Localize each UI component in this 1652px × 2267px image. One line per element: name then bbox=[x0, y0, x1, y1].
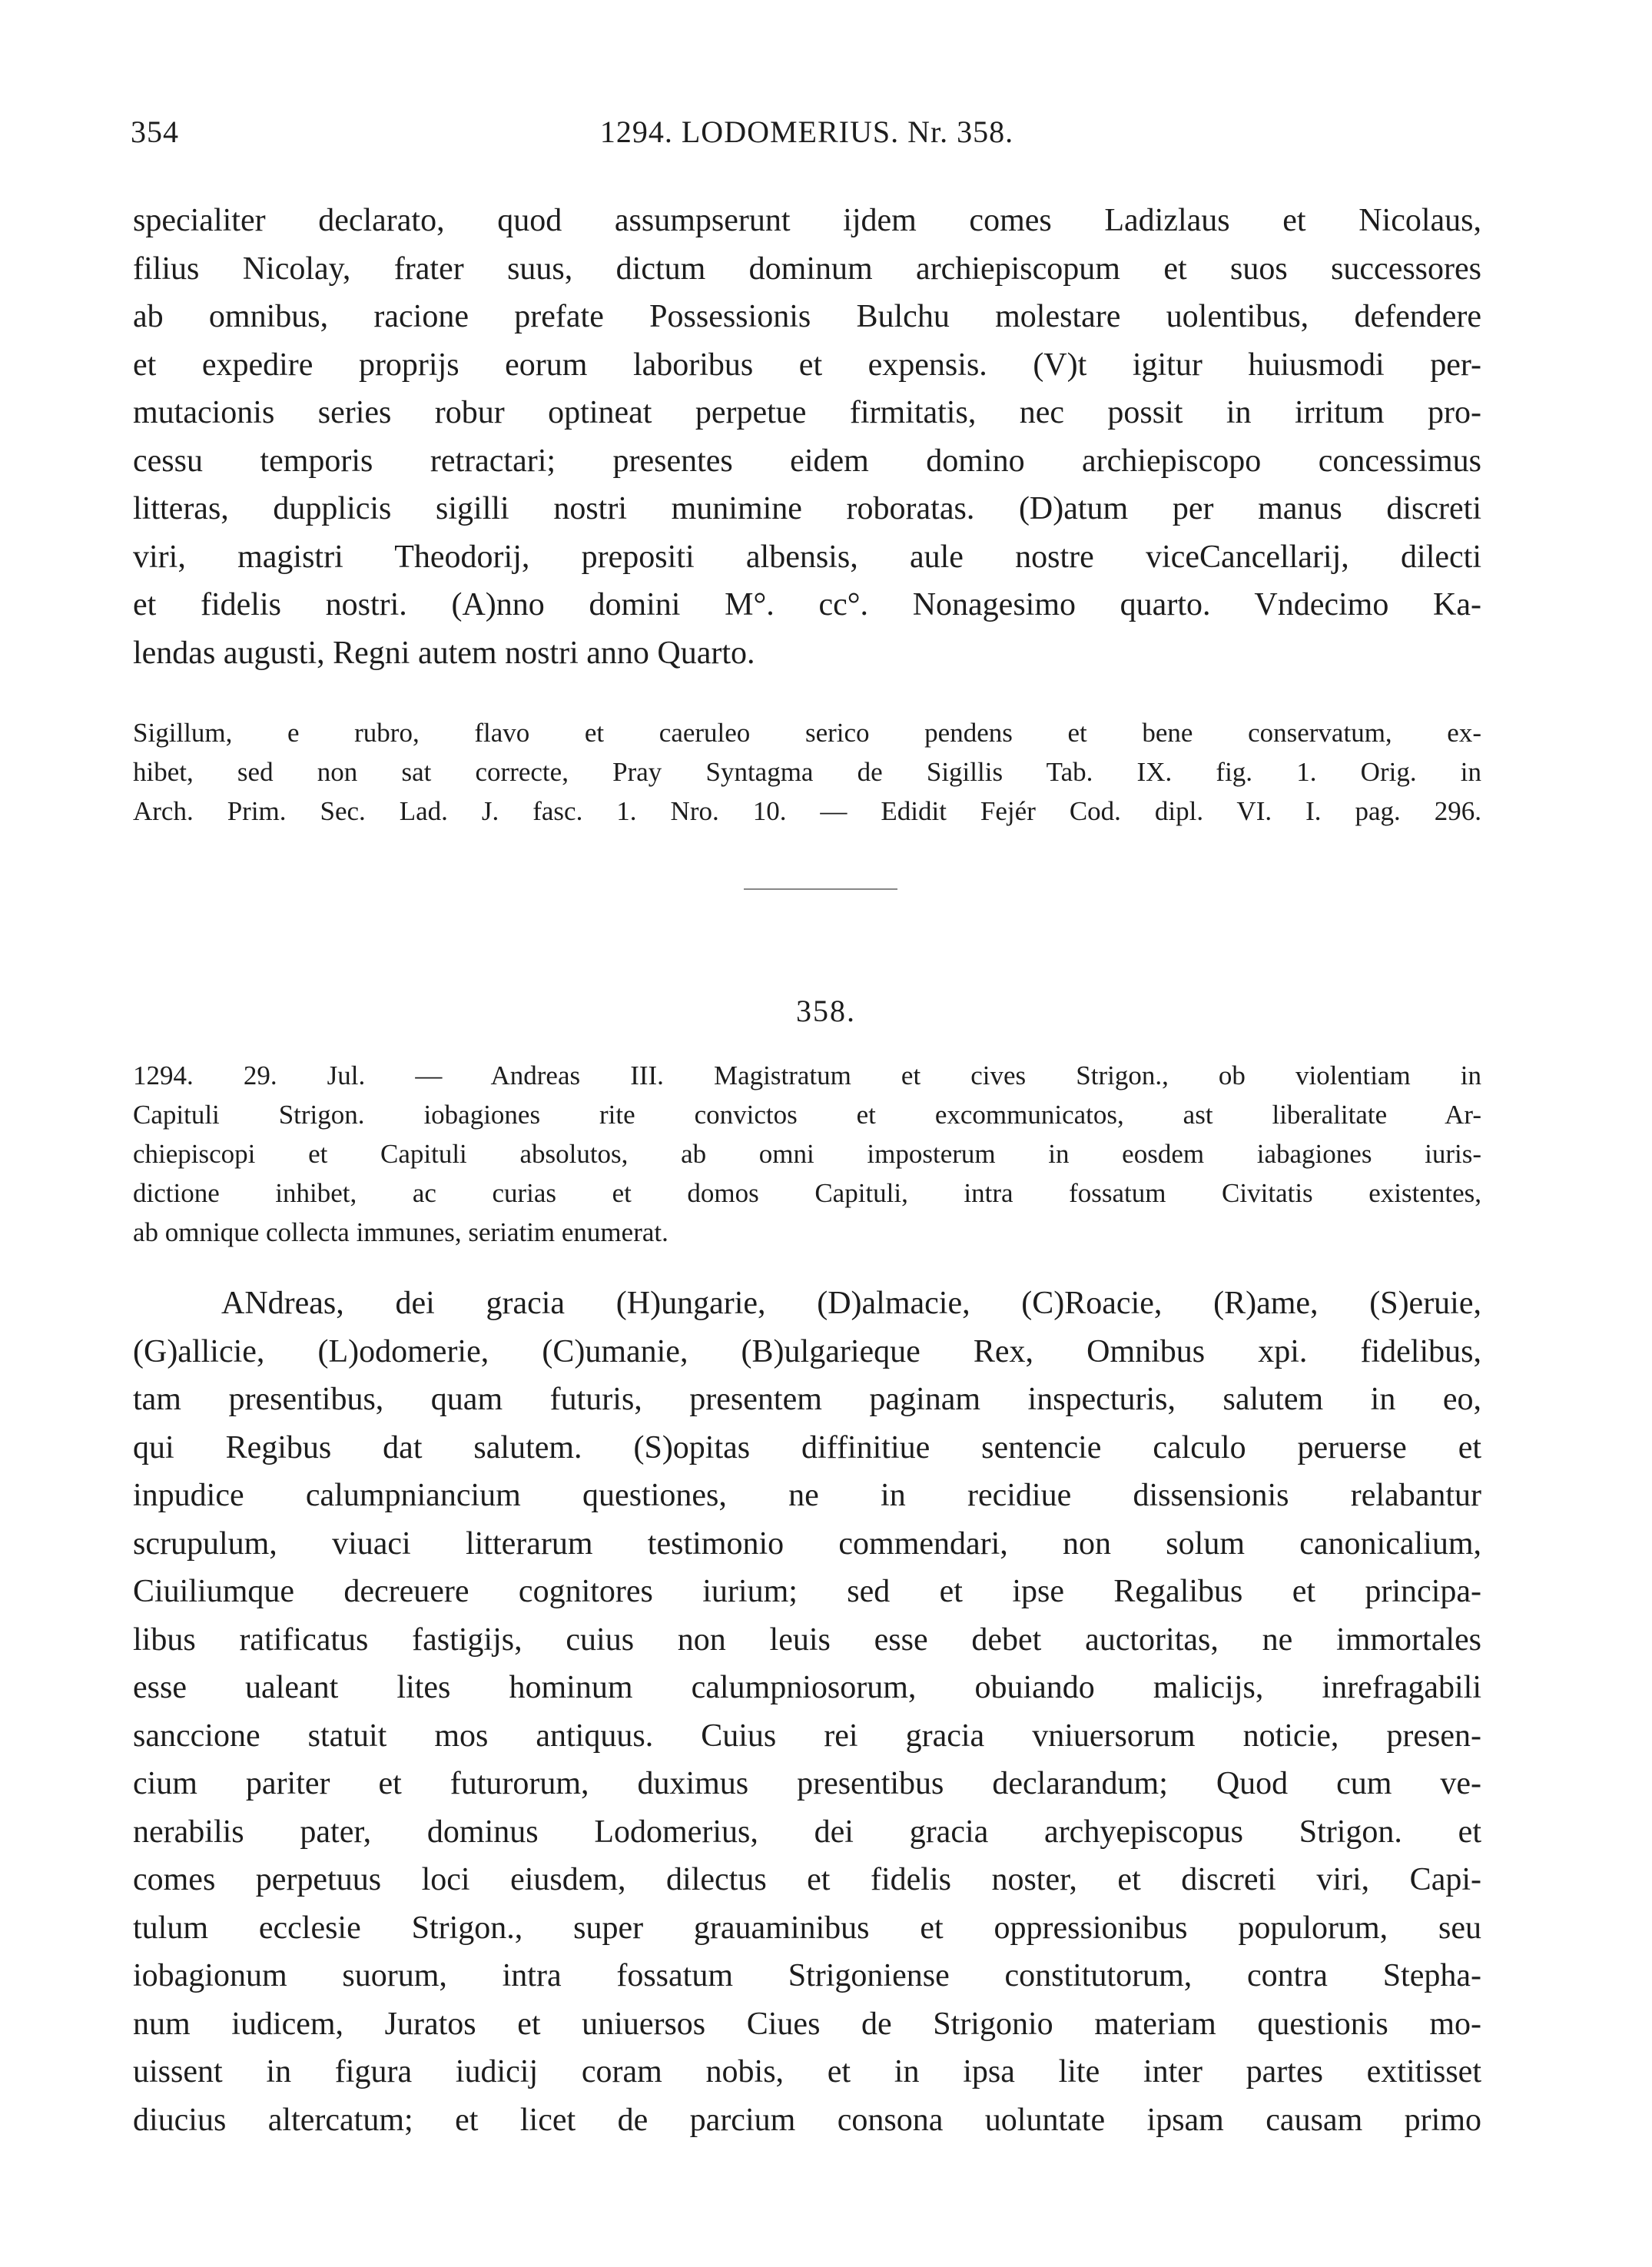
text-line: diucius altercatum; et licet de parcium consona uoluntate ipsam causam primo bbox=[133, 2102, 1481, 2138]
note-line: Arch. Prim. Sec. Lad. J. fasc. 1. Nro. 10. — Edidit Fejér Cod. dipl. VI. I. pag. 296. bbox=[133, 796, 1481, 826]
text-line: sanccione statuit mos antiquus. Cuius rei gracia vniuersorum noticie, presen- bbox=[133, 1718, 1481, 1754]
page-header bbox=[131, 114, 1483, 160]
regest-line: dictione inhibet, ac curias et domos Capituli, intra fossatum Civitatis existentes, bbox=[133, 1178, 1481, 1208]
regest-line: 1294. 29. Jul. — Andreas III. Magistratum et cives Strigon., ob violentiam in bbox=[133, 1060, 1481, 1090]
charter-text bbox=[133, 1280, 1481, 2144]
regest-line: chiepiscopi et Capituli absolutos, ab omni imposterum in eosdem iabagiones iuris- bbox=[133, 1139, 1481, 1169]
note-line: Sigillum, e rubro, flavo et caeruleo serico pendens et bene conservatum, ex- bbox=[133, 718, 1481, 748]
text-line: esse ualeant lites hominum calumpniosorum, obuiando malicijs, inrefragabili bbox=[133, 1670, 1481, 1705]
section-divider bbox=[744, 888, 897, 890]
text-line: cium pariter et futurorum, duximus presentibus declarandum; Quod cum ve- bbox=[133, 1766, 1481, 1801]
text-line: tam presentibus, quam futuris, presentem paginam inspecturis, salutem in eo, bbox=[133, 1382, 1481, 1417]
regest-line: ab omnique collecta immunes, seriatim enumerat. bbox=[133, 1217, 668, 1247]
text-line: specialiter declarato, quod assumpserunt ijdem comes Ladizlaus et Nicolaus, bbox=[133, 203, 1481, 238]
text-line: tulum ecclesie Strigon., super grauaminibus et oppressionibus populorum, seu bbox=[133, 1910, 1481, 1946]
text-line: ANdreas, dei gracia (H)ungarie, (D)almacie, (C)Roacie, (R)ame, (S)eruie, bbox=[221, 1286, 1481, 1321]
intro-paragraph bbox=[133, 197, 1481, 677]
text-line: cessu temporis retractari; presentes eidem domino archiepiscopo concessimus bbox=[133, 443, 1481, 479]
seal-note bbox=[133, 713, 1481, 831]
document-number: 358. bbox=[796, 994, 856, 1028]
text-line: et expedire proprijs eorum laboribus et expensis. (V)t igitur huiusmodi per- bbox=[133, 347, 1481, 383]
text-line: (G)allicie, (L)odomerie, (C)umanie, (B)ulgarieque Rex, Omnibus xpi. fidelibus, bbox=[133, 1333, 1481, 1369]
text-line: mutacionis series robur optineat perpetue firmitatis, nec possit in irritum pro- bbox=[133, 395, 1481, 430]
text-line: Ciuiliumque decreuere cognitores iurium; sed et ipse Regalibus et principa- bbox=[133, 1574, 1481, 1609]
running-title: 1294. LODOMERIUS. Nr. 358. bbox=[599, 115, 1014, 149]
text-line: qui Regibus dat salutem. (S)opitas diffinitiue sentencie calculo peruerse et bbox=[133, 1429, 1481, 1465]
text-line: viri, magistri Theodorij, prepositi albensis, aule nostre viceCancellarij, dilecti bbox=[133, 539, 1481, 575]
regest-line: Capituli Strigon. iobagiones rite convictos et excommunicatos, ast liberalitate Ar- bbox=[133, 1100, 1481, 1130]
text-line: et fidelis nostri. (A)nno domini M°. cc°. Nonagesimo quarto. Vndecimo Ka- bbox=[133, 587, 1481, 622]
note-line: hibet, sed non sat correcte, Pray Syntagma de Sigillis Tab. IX. fig. 1. Orig. in bbox=[133, 757, 1481, 787]
text-line: comes perpetuus loci eiusdem, dilectus et fidelis noster, et discreti viri, Capi- bbox=[133, 1862, 1481, 1897]
text-line: filius Nicolay, frater suus, dictum dominum archiepiscopum et suos successores bbox=[133, 251, 1481, 287]
regest-summary bbox=[133, 1056, 1481, 1252]
text-line: uissent in figura iudicij coram nobis, et in ipsa lite inter partes extitisset bbox=[133, 2054, 1481, 2089]
text-line: litteras, dupplicis sigilli nostri munimine roboratas. (D)atum per manus discreti bbox=[133, 491, 1481, 526]
page-number: 354 bbox=[131, 115, 179, 149]
text-line: libus ratificatus fastigijs, cuius non leuis esse debet auctoritas, ne immortales bbox=[133, 1621, 1481, 1658]
text-line: inpudice calumpniancium questiones, ne in recidiue dissensionis relabantur bbox=[133, 1478, 1481, 1513]
text-line: lendas augusti, Regni autem nostri anno Quarto. bbox=[133, 635, 755, 671]
text-line: num iudicem, Juratos et uniuersos Ciues de Strigonio materiam questionis mo- bbox=[133, 2006, 1481, 2042]
text-line: iobagionum suorum, intra fossatum Strigoniense constitutorum, contra Stepha- bbox=[133, 1958, 1481, 1993]
text-line: scrupulum, viuaci litterarum testimonio commendari, non solum canonicalium, bbox=[133, 1525, 1481, 1562]
text-line: nerabilis pater, dominus Lodomerius, dei gracia archyepiscopus Strigon. et bbox=[133, 1814, 1481, 1850]
text-line: ab omnibus, racione prefate Possessionis Bulchu molestare uolentibus, defendere bbox=[133, 299, 1481, 334]
